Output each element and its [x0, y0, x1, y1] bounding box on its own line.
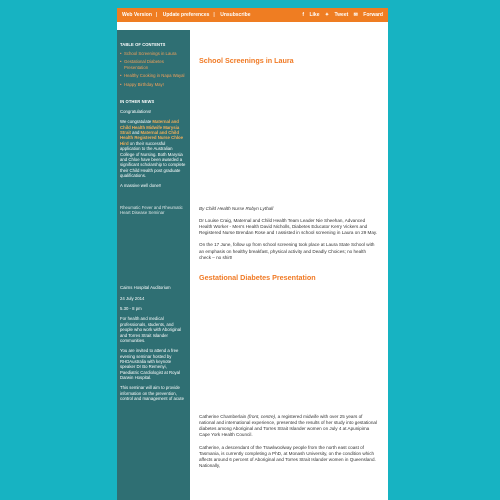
highlight-name: Maternal and Child Health Midwife Marysia Strait — [120, 119, 180, 136]
article-heading: School Screenings in Laura — [199, 56, 294, 65]
toc-item[interactable] — [120, 51, 187, 56]
tweet-label: Tweet — [334, 12, 349, 18]
toc-item[interactable] — [120, 59, 187, 70]
caption-italic: (front, centre) — [247, 413, 276, 419]
seminar-title: Rheumatic Fever and Rheumatic Heart Disease Seminar — [120, 204, 183, 216]
like-link[interactable] — [302, 12, 319, 18]
article-paragraph: Catherine, a descendant of the Trawlwoolway people from the north east coast of Tasmania, is currently completing a PhD, at Monash University, on the condition which affects around 6 percent of Aboriginal and Torres Strait Islander women in Queensland. Nationally, — [199, 444, 376, 469]
bullet-icon: • — [120, 73, 122, 79]
divider: | — [155, 12, 158, 18]
bullet-icon: • — [120, 51, 122, 57]
byline: By Child Health Nurse Robyn Lythall — [199, 205, 274, 211]
web-version-link[interactable]: Web Version — [122, 12, 152, 18]
forward-link[interactable] — [354, 12, 383, 18]
bullet-icon: • — [120, 81, 122, 87]
article-image — [199, 66, 378, 206]
tweet-link[interactable] — [325, 12, 348, 18]
para-text: , a registered midwife with over 25 years of national and international experience, presented the results of her study into gestational diabetes among Aboriginal and Torres Strait Islander women on July 4 at Apunipima Cape York Health Council. — [199, 413, 377, 438]
well-done-text: A massive well done!! — [120, 183, 162, 189]
toc-item[interactable] — [120, 73, 187, 78]
congrats-paragraph — [120, 119, 187, 178]
update-preferences-link[interactable]: Update preferences — [162, 12, 210, 18]
date-text: 24 July 2014 — [120, 295, 145, 301]
image-placeholder — [120, 220, 187, 280]
para-text: Catherine Chamberlain — [199, 413, 248, 419]
toc-item-label: Gestational Diabetes Presentation — [124, 59, 164, 70]
twitter-icon: ✦ — [324, 12, 330, 18]
toc-item-label: School Screenings in Laura — [124, 51, 177, 57]
newsletter-frame — [117, 8, 388, 500]
bullet-icon: • — [120, 59, 122, 65]
top-links-right — [302, 12, 383, 18]
article-image — [199, 283, 378, 414]
para-text: and — [130, 130, 141, 136]
toc-heading: TABLE OF CONTENTS — [120, 42, 166, 47]
toc-item-label: Healthy Cooking in Napa Wayal — [124, 73, 185, 79]
divider: | — [213, 12, 215, 18]
venue-text: Cairns Hospital Auditorium — [120, 285, 171, 291]
congrats-text: Congratulations! — [120, 109, 152, 115]
top-links-left — [122, 12, 255, 18]
audience-text: For health and medical professionals, students, and people who work with Aboriginal and Torres Strait Islander communities. — [120, 316, 182, 343]
article-paragraph: Dr Louise Craig, Maternal and Child Health Team Leader Nie Sheehan, Advanced Health Worker - Men's Health David Nicholls, Diabetes Educator Kerry Vickers and Registered Nurse Brendan Rose and I assisted in school screening in Laura on 29 May. — [199, 217, 378, 236]
like-label: Like — [309, 12, 320, 18]
aim-text: This seminar will aim to provide information on the prevention, control and management of acute — [120, 385, 185, 402]
toc-item[interactable] — [120, 82, 187, 87]
sidebar — [117, 30, 190, 500]
forward-icon: ✉ — [353, 12, 358, 18]
main-content — [190, 30, 388, 500]
top-spacer — [117, 22, 388, 30]
news-heading: IN OTHER NEWS — [120, 98, 155, 104]
time-text: 5.30 - 8 pm — [120, 306, 142, 312]
article-heading: Gestational Diabetes Presentation — [199, 273, 316, 283]
article-paragraph — [199, 414, 378, 439]
toc-item-label: Happy Birthday May! — [124, 81, 164, 87]
highlight-name: Maternal and Child Health Registered Nurse Chloe Hird — [120, 130, 184, 146]
para-text: on their successful application to the Australian College of Nursing. Both Marysia and Chloe have been awarded a significant scholarship to complete their Child Health post graduate qualifications. — [120, 140, 186, 178]
unsubscribe-link[interactable]: Unsubscribe — [220, 12, 251, 18]
toc-list — [120, 51, 187, 87]
forward-label: Forward — [363, 12, 383, 18]
invite-text: You are invited to attend a free evening seminar hosted by RHDAustralia with keynote speaker Dr Bo Remenyi, Paediatric Cardiologist at Royal Darwin Hospital. — [120, 348, 180, 381]
content-columns — [117, 30, 388, 500]
top-bar — [117, 8, 388, 22]
facebook-icon: f — [302, 12, 305, 18]
article-paragraph: On the 17 June, follow up from school screening took place at Laura State School with an emphasis on healthy breakfast, physical activity and Deadly Choices; no health check – no shirt! — [199, 242, 375, 260]
para-text: We congratulate — [120, 119, 153, 125]
